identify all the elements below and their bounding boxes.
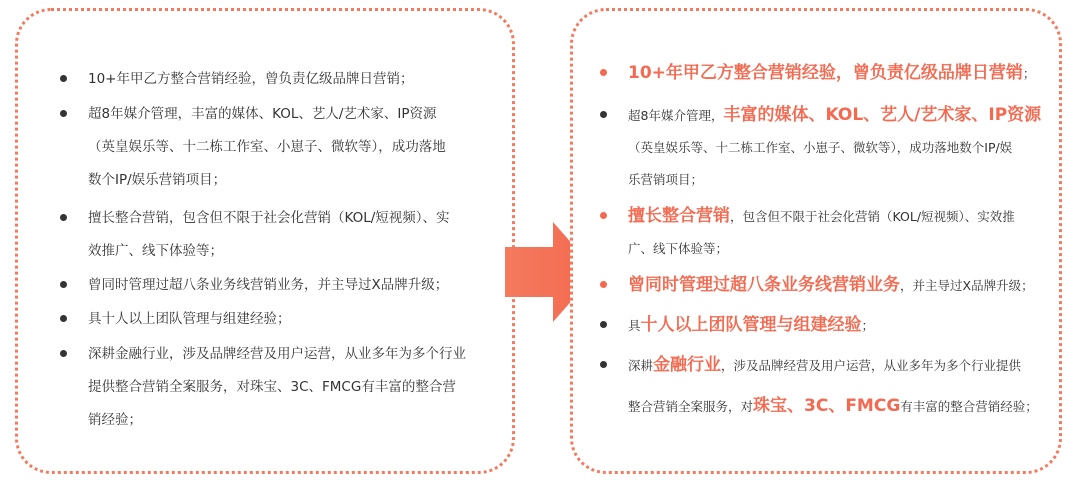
list-item <box>88 338 466 437</box>
bullet-highlight <box>600 69 607 76</box>
list-item-line: 曾同时管理过超八条业务线营销业务，并主导过X品牌升级； <box>88 277 449 293</box>
text: 深耕 <box>628 358 654 373</box>
bullet <box>60 281 67 288</box>
text: 具 <box>628 318 641 333</box>
list-item <box>628 200 1015 265</box>
list-item-line: 深耕金融行业，涉及品牌经营及用户运营，从业多年为多个行业 <box>88 346 466 362</box>
highlight-text: 十人以上团队管理与组建经验 <box>640 315 862 335</box>
list-item-line <box>628 99 1041 132</box>
list-item <box>88 269 448 302</box>
highlight-text: 珠宝、3C、FMCG <box>753 396 901 416</box>
bullet <box>60 350 67 357</box>
bullet-highlight <box>600 212 607 219</box>
list-item <box>88 202 450 268</box>
list-item-line: 具十人以上团队管理与组建经验； <box>88 311 291 327</box>
text: 有丰富的整合营销经验； <box>900 399 1038 414</box>
bullet <box>60 110 67 117</box>
list-item-line: （英皇娱乐等、十二栋工作室、小崽子、微软等），成功落地数个IP/娱 <box>628 140 1013 155</box>
list-item-line: 擅长整合营销，包含但不限于社会化营销（KOL/短视频）、实 <box>88 210 450 226</box>
bullet-highlight <box>600 281 607 288</box>
text: 超8年媒介管理， <box>628 108 724 123</box>
list-item-line <box>628 309 874 342</box>
list-item <box>628 57 1035 90</box>
list-item-line: 10+年甲乙方整合营销经验，曾负责亿级品牌日营销； <box>88 71 414 87</box>
text: ，包含但不限于社会化营销（KOL/短视频）、实效推 <box>730 209 1015 224</box>
bullet <box>600 111 607 118</box>
card-before <box>15 8 515 474</box>
list-item-line <box>628 390 1038 423</box>
highlight-text: 曾同时管理过超八条业务线营销业务 <box>628 275 900 295</box>
text: ，并主导过X品牌升级； <box>900 278 1034 293</box>
list-item <box>88 303 291 336</box>
list-item-line <box>628 269 1034 302</box>
text: ； <box>861 318 875 333</box>
highlight-text: 擅长整合营销 <box>628 206 730 226</box>
list-item <box>628 99 1041 196</box>
list-item-line: 数个IP/娱乐营销项目； <box>88 172 227 188</box>
card-after <box>570 8 1062 474</box>
bullet <box>600 321 607 328</box>
list-item <box>88 98 446 197</box>
highlight-text: 丰富的媒体、KOL、艺人/艺术家、IP资源 <box>723 105 1042 125</box>
list-item-line: 乐营销项目； <box>628 172 704 187</box>
list-item <box>88 63 414 96</box>
list-item-line: 销经验； <box>88 412 142 428</box>
list-item-line: 提供整合营销全案服务，对珠宝、3C、FMCG有丰富的整合营 <box>88 379 456 395</box>
text: ； <box>1022 66 1036 81</box>
text: 整合营销全案服务，对 <box>628 399 754 414</box>
bullet <box>60 214 67 221</box>
bullet <box>60 315 67 322</box>
list-item <box>628 269 1034 302</box>
text: ，涉及品牌经营及用户运营，从业多年为多个行业提供 <box>721 358 1022 373</box>
list-item-line <box>628 200 1015 233</box>
list-item <box>628 349 1038 423</box>
list-item-line <box>628 349 1038 382</box>
list-item-line: 效推广、线下体验等； <box>88 243 223 259</box>
list-item-line: 广、线下体验等； <box>628 241 729 256</box>
list-item-line <box>628 57 1035 90</box>
list-item-line: 超8年媒介管理，丰富的媒体、KOL、艺人/艺术家、IP资源 <box>88 106 437 122</box>
bullet <box>60 75 67 82</box>
list-item <box>628 309 874 342</box>
bullet <box>600 361 607 368</box>
list-item-line: （英皇娱乐等、十二栋工作室、小崽子、微软等），成功落地 <box>88 139 446 155</box>
highlight-text: 10+年甲乙方整合营销经验，曾负责亿级品牌日营销 <box>628 63 1023 83</box>
highlight-text: 金融行业 <box>653 355 722 375</box>
